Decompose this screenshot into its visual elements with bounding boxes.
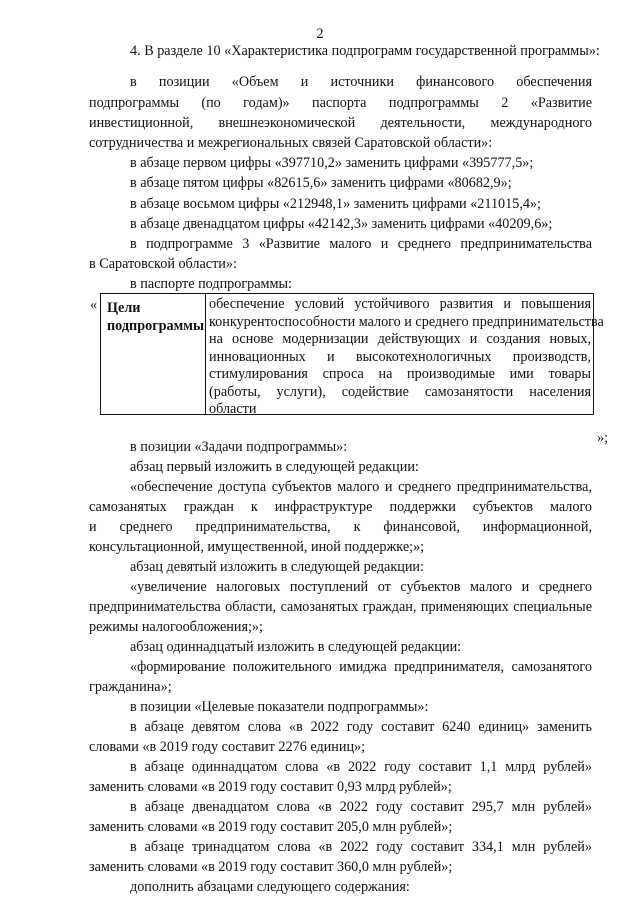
paragraph-line: в подпрограмме 3 «Развитие малого и среднего предпринимательства: [130, 236, 592, 252]
paragraph-line: инвестиционной, внешнеэкономической деятельности, международного: [89, 115, 592, 131]
paragraph-line: словами «в 2019 году составит 2276 единиц»;: [89, 739, 366, 755]
table-header-line: подпрограммы: [107, 318, 205, 334]
page-number: 2: [316, 26, 324, 42]
paragraph-line: в позиции «Задачи подпрограммы»:: [130, 439, 348, 455]
paragraph-line: дополнить абзацами следующего содержания:: [130, 879, 410, 895]
paragraph-line: в позиции «Целевые показатели подпрограммы»:: [130, 699, 429, 715]
table-column-divider: [205, 294, 206, 414]
quote-close: »;: [597, 430, 609, 446]
paragraph-line: предпринимательства области, самозанятых граждан, применяющих специальные: [89, 599, 592, 615]
paragraph-line: в абзаце двенадцатом цифры «42142,3» заменить цифрами «40209,6»;: [130, 216, 553, 232]
paragraph-line: подпрограммы (по годам)» паспорта подпрограммы 2 «Развитие: [89, 95, 592, 111]
paragraph-line: в абзаце пятом цифры «82615,6» заменить цифрами «80682,9»;: [130, 175, 512, 191]
quote-open: «: [90, 297, 98, 313]
paragraph-line: заменить словами «в 2019 году составит 205,0 млн рублей»;: [89, 819, 453, 835]
goal-table: [100, 293, 604, 417]
paragraph-line: в абзаце первом цифры «397710,2» заменить цифрами «395777,5»;: [130, 155, 534, 171]
paragraph-line: абзац девятый изложить в следующей редакции:: [130, 559, 424, 575]
paragraph-line: в абзаце двенадцатом слова «в 2022 году составит 295,7 млн рублей»: [130, 799, 592, 815]
paragraph-line: гражданина»;: [89, 679, 172, 695]
table-content-line: стимулирования спроса на производимые ими товары: [209, 366, 591, 382]
paragraph-line: заменить словами «в 2019 году составит 0,93 млрд рублей»;: [89, 779, 452, 795]
paragraph-line: в абзаце тринадцатом слова «в 2022 году составит 334,1 млн рублей»: [130, 839, 592, 855]
paragraph-line: в позиции «Объем и источники финансового обеспечения: [130, 74, 592, 90]
paragraph-line: в абзаце одиннадцатом слова «в 2022 году составит 1,1 млрд рублей»: [130, 759, 592, 775]
table-content-line: на основе модернизации действующих и создания новых,: [209, 331, 591, 347]
table-content-line: инновационных и высокотехнологичных производств,: [209, 348, 591, 365]
paragraph-line: в Саратовской области»:: [89, 256, 237, 272]
paragraph-line: и среднего предпринимательства, к финансовой, информационной,: [89, 519, 592, 535]
table-content-line: обеспечение условий устойчивого развития и повышения: [209, 296, 591, 312]
paragraph-line: сотрудничества и межрегиональных связей Саратовской области»:: [89, 135, 493, 151]
table-header-cell: [107, 299, 204, 335]
table-content-line: (работы, услуги), содействие самозанятости населения: [209, 383, 591, 400]
paragraph-line: в абзаце восьмом цифры «212948,1» заменить цифрами «211015,4»;: [130, 196, 542, 212]
paragraph-line: заменить словами «в 2019 году составит 360,0 млн рублей»;: [89, 859, 453, 875]
paragraph-line: режимы налогообложения;»;: [89, 619, 263, 635]
table-header-line: Цели: [107, 300, 141, 316]
paragraph-line: «формирование положительного имиджа предпринимателя, самозанятого: [130, 659, 592, 675]
paragraph-line: «увеличение налоговых поступлений от субъектов малого и среднего: [130, 579, 592, 595]
paragraph-line: в абзаце девятом слова «в 2022 году составит 6240 единиц» заменить: [130, 719, 592, 735]
paragraph-line: абзац одиннадцатый изложить в следующей редакции:: [130, 639, 462, 655]
paragraph-line: 4. В разделе 10 «Характеристика подпрограмм государственной программы»:: [130, 43, 600, 59]
paragraph-line: абзац первый изложить в следующей редакции:: [130, 459, 419, 475]
paragraph-line: самозанятых граждан к инфраструктуре поддержки субъектов малого: [89, 499, 592, 515]
paragraph-line: «обеспечение доступа субъектов малого и среднего предпринимательства,: [130, 479, 592, 495]
paragraph-line: консультационной, имущественной, иной поддержке;»;: [89, 539, 425, 555]
table-content-line: области: [209, 401, 257, 417]
table-content-cell: [209, 296, 604, 419]
table-content-line: конкурентоспособности малого и среднего предпринимательства: [209, 313, 604, 330]
paragraph-line: в паспорте подпрограммы:: [130, 276, 292, 292]
